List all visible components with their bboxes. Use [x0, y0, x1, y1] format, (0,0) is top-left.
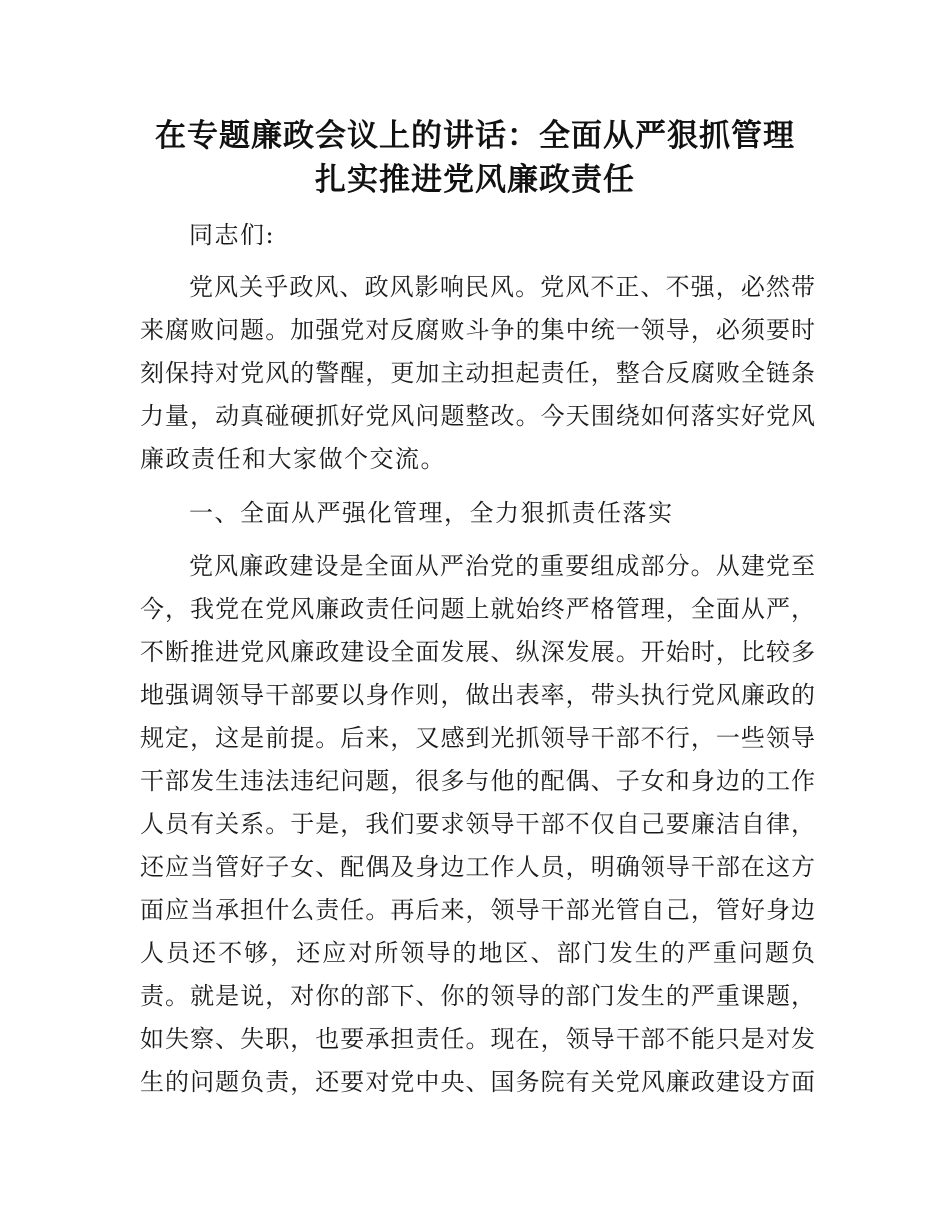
paragraph-line: 今，我党在党风廉政责任问题上就始终严格管理，全面从严，	[140, 595, 815, 623]
paragraph-line: 党风关乎政风、政风影响民风。党风不正、不强，必然带	[189, 273, 815, 301]
paragraph-line: 面应当承担什么责任。再后来，领导干部光管自己，管好身边	[140, 896, 815, 924]
paragraph-line: 刻保持对党风的警醒，更加主动担起责任，整合反腐败全链条	[140, 359, 815, 387]
paragraph-line: 廉政责任和大家做个交流。	[140, 445, 446, 473]
section-heading-1: 一、全面从严强化管理，全力狠抓责任落实	[189, 499, 674, 527]
paragraph-line: 人员还不够，还应对所领导的地区、部门发生的严重问题负	[140, 939, 815, 967]
paragraph-line: 规定，这是前提。后来，又感到光抓领导干部不行，一些领导	[140, 724, 815, 752]
paragraph-line: 干部发生违法违纪问题，很多与他的配偶、子女和身边的工作	[140, 767, 815, 795]
document-title-line-1: 在专题廉政会议上的讲话：全面从严狠抓管理	[155, 118, 795, 154]
document-title-line-2: 扎实推进党风廉政责任	[315, 162, 635, 198]
paragraph-line: 来腐败问题。加强党对反腐败斗争的集中统一领导，必须要时	[140, 316, 815, 344]
salutation: 同志们:	[189, 221, 276, 249]
paragraph-line: 还应当管好子女、配偶及身边工作人员，明确领导干部在这方	[140, 853, 815, 881]
paragraph-line: 党风廉政建设是全面从严治党的重要组成部分。从建党至	[189, 552, 815, 580]
paragraph-line: 地强调领导干部要以身作则，做出表率，带头执行党风廉政的	[140, 681, 815, 709]
paragraph-line: 生的问题负责，还要对党中央、国务院有关党风廉政建设方面	[140, 1068, 815, 1096]
paragraph-line: 责。就是说，对你的部下、你的领导的部门发生的严重课题，	[140, 982, 815, 1010]
paragraph-line: 人员有关系。于是，我们要求领导干部不仅自己要廉洁自律，	[140, 810, 815, 838]
paragraph-line: 如失察、失职，也要承担责任。现在，领导干部不能只是对发	[140, 1025, 815, 1053]
paragraph-line: 力量，动真碰硬抓好党风问题整改。今天围绕如何落实好党风	[140, 402, 815, 430]
paragraph-line: 不断推进党风廉政建设全面发展、纵深发展。开始时，比较多	[140, 638, 815, 666]
